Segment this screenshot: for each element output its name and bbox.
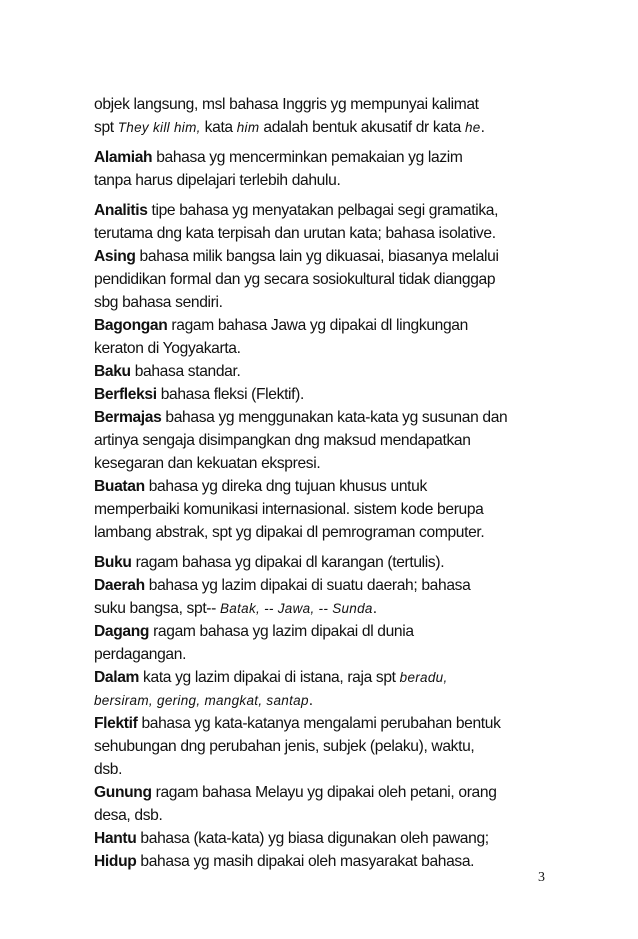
entry-term: Berfleksi [94, 386, 157, 403]
entry-definition: bahasa yg lazim dipakai di suatu daerah; bahasa [144, 577, 471, 594]
entry-flektif [94, 712, 556, 781]
entry-definition: desa, dsb. [94, 807, 163, 824]
entry-term: Hantu [94, 830, 137, 847]
entry-example: Batak, -- Jawa, -- Sunda [219, 601, 373, 616]
entry-bagongan [94, 314, 556, 360]
entry-example: bersiram, gering, mangkat, santap [94, 693, 309, 708]
entry-baku [94, 360, 556, 383]
entry-definition: bahasa standar. [130, 363, 241, 380]
entry-daerah [94, 574, 556, 620]
entry-definition: ragam bahasa yg lazim dipakai dl dunia [149, 623, 414, 640]
entry-definition: suku bangsa, spt-- [94, 600, 220, 617]
entry-alamiah [94, 146, 556, 192]
entry-hidup [94, 850, 556, 873]
entry-definition: memperbaiki komunikasi internasional. sistem kode berupa [94, 501, 484, 518]
entry-definition: bahasa yg kata-katanya mengalami perubahan bentuk [137, 715, 501, 732]
intro-example-2: him [236, 120, 260, 135]
entry-definition: tipe bahasa yg menyatakan pelbagai segi gramatika, [147, 202, 499, 219]
entry-definition: terutama dng kata terpisah dan urutan kata; bahasa isolative. [94, 225, 496, 242]
entry-buatan [94, 475, 556, 544]
page-number: 3 [538, 870, 545, 885]
entry-buku [94, 551, 556, 574]
entry-definition: pendidikan formal dan yg secara sosiokultural tidak dianggap [94, 271, 496, 288]
entry-definition: bahasa milik bangsa lain yg dikuasai, biasanya melalui [135, 248, 499, 265]
entry-definition: sbg bahasa sendiri. [94, 294, 223, 311]
entry-definition: keraton di Yogyakarta. [94, 340, 241, 357]
entry-definition: perdagangan. [94, 646, 187, 663]
intro-line-1: objek langsung, msl bahasa Inggris yg mempunyai kalimat [94, 96, 479, 113]
entry-term: Dagang [94, 623, 150, 640]
entry-term: Dalam [94, 669, 140, 686]
entry-definition: tanpa harus dipelajari terlebih dahulu. [94, 172, 341, 189]
entry-definition: ragam bahasa yg dipakai dl karangan (tertulis). [131, 554, 445, 571]
intro-end: . [480, 119, 485, 136]
intro-paragraph [94, 93, 556, 139]
entry-term: Alamiah [94, 149, 153, 166]
entry-definition: ragam bahasa Melayu yg dipakai oleh petani, orang [151, 784, 497, 801]
intro-example-3: he [464, 120, 481, 135]
entry-definition: ragam bahasa Jawa yg dipakai dl lingkungan [167, 317, 468, 334]
entry-definition-end: . [308, 692, 313, 709]
intro-kata: kata [200, 119, 237, 136]
page-body [94, 93, 556, 873]
entry-definition: bahasa yg menggunakan kata-kata yg susunan dan [161, 409, 508, 426]
entry-term: Bermajas [94, 409, 162, 426]
entry-term: Flektif [94, 715, 138, 732]
entry-term: Baku [94, 363, 131, 380]
entry-term: Buatan [94, 478, 145, 495]
entry-dalam [94, 666, 556, 712]
entry-definition: kata yg lazim dipakai di istana, raja spt [139, 669, 400, 686]
entry-definition: bahasa yg mencerminkan pemakaian yg lazim [152, 149, 463, 166]
entry-term: Asing [94, 248, 136, 265]
intro-example-1: They kill him, [117, 120, 201, 135]
entry-definition: dsb. [94, 761, 123, 778]
entry-term: Bagongan [94, 317, 168, 334]
entry-term: Hidup [94, 853, 137, 870]
entry-analitis [94, 199, 556, 245]
entry-definition: lambang abstrak, spt yg dipakai dl pemrograman computer. [94, 524, 485, 541]
entry-definition: bahasa yg direka dng tujuan khusus untuk [144, 478, 427, 495]
entry-gunung [94, 781, 556, 827]
entry-dagang [94, 620, 556, 666]
entry-definition: bahasa fleksi (Flektif). [156, 386, 304, 403]
entry-term: Daerah [94, 577, 145, 594]
entry-definition: kesegaran dan kekuatan ekspresi. [94, 455, 321, 472]
entry-bermajas [94, 406, 556, 475]
entry-definition: bahasa (kata-kata) yg biasa digunakan oleh pawang; [136, 830, 489, 847]
entry-term: Gunung [94, 784, 152, 801]
entry-example: beradu, [399, 670, 448, 685]
entry-definition: bahasa yg masih dipakai oleh masyarakat bahasa. [136, 853, 475, 870]
entry-asing [94, 245, 556, 314]
entry-term: Analitis [94, 202, 148, 219]
entry-hantu [94, 827, 556, 850]
intro-spt: spt [94, 119, 118, 136]
entry-definition: artinya sengaja disimpangkan dng maksud mendapatkan [94, 432, 471, 449]
intro-mid: adalah bentuk akusatif dr kata [259, 119, 465, 136]
entry-definition-end: . [372, 600, 377, 617]
entry-berfleksi [94, 383, 556, 406]
entry-term: Buku [94, 554, 132, 571]
entry-definition: sehubungan dng perubahan jenis, subjek (pelaku), waktu, [94, 738, 475, 755]
